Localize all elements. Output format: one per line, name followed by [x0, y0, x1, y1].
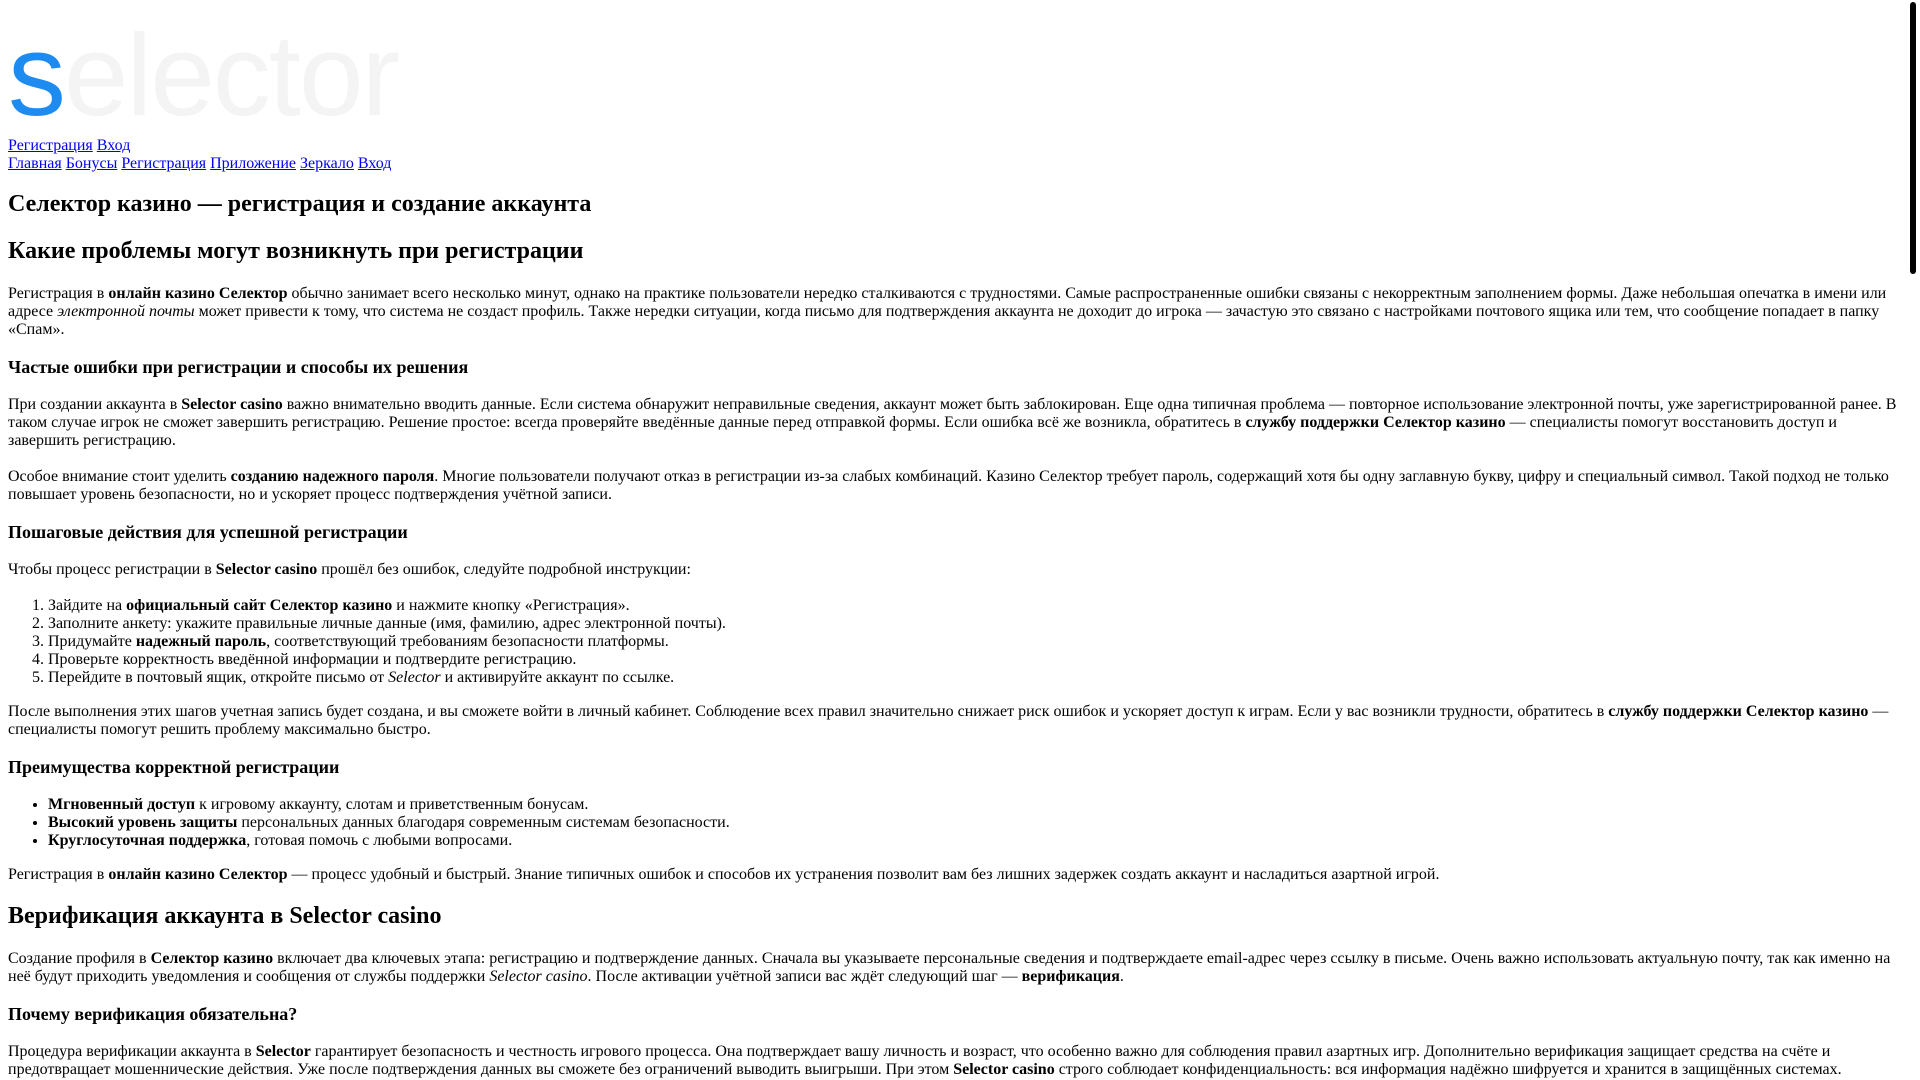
site-logo[interactable]: [8, 10, 399, 140]
list-item: [48, 814, 1904, 832]
italic-text: электронной почты: [57, 303, 195, 320]
logo-first-letter: s: [8, 10, 64, 140]
bold-text: Селектор казино: [150, 950, 274, 967]
list-item: [48, 633, 1904, 651]
text-run: Регистрация в: [8, 866, 109, 883]
text-run: , соответствующий требованиям безопасности платформы.: [266, 633, 669, 650]
steps-list: [8, 597, 1904, 687]
list-item: [48, 796, 1904, 814]
list-item: [48, 669, 1904, 687]
text-run: .: [1119, 968, 1124, 985]
section-heading-verification: Верификация аккаунта в Selector casino: [8, 903, 442, 929]
text-run: После выполнения этих шагов учетная запись будет создана, и вы сможете войти в личный кабинет. Соблюдение всех правил значительно снижает риск ошибок и ускоряет доступ к играм. Если у вас возникли трудности, обратитесь в: [8, 703, 1609, 720]
list-item: [48, 615, 1904, 633]
main-nav-login-link[interactable]: Вход: [357, 155, 392, 172]
bold-text: Высокий уровень защиты: [48, 814, 238, 831]
bold-text: службу поддержки Селектор казино: [1245, 414, 1506, 431]
bold-text: Selector casino: [953, 1061, 1055, 1078]
text-run: обычно занимает всего несколько минут, однако на практике пользователи нередко сталкиваются с трудностями. Самые распространенные ошибки связаны с некорректным заполнением формы. Даже небольшая опечатка в имени или адресе: [8, 285, 1887, 320]
text-run: важно внимательно вводить данные. Если система обнаружит неправильные сведения, аккаунт может быть заблокирован. Еще одна типичная проблема — повторное использование электронной почты, уже зарегистрированной ранее. В таком случае игрок не сможет завершить регистрацию. Решение простое: всегда проверяйте введённые данные перед отправкой формы. Если ошибка всё же возникла, обратитесь в: [8, 396, 1897, 431]
bold-text: созданию надежного пароля: [230, 468, 435, 485]
top-nav-register-link[interactable]: Регистрация: [8, 137, 93, 154]
advantages-list: [8, 796, 1904, 850]
text-run: . Многие пользователи получают отказ в регистрации из-за слабых комбинаций. Казино Селектор требует пароль, содержащий хотя бы одну заглавную букву, цифру и специальный символ. Такой подход не только повышает уровень безопасности, но и ускоряет процесс подтверждения учётной записи.: [8, 468, 1889, 503]
main-nav-bonuses-link[interactable]: Бонусы: [65, 155, 118, 172]
text-run: Заполните анкету: укажите правильные личные данные (имя, фамилию, адрес электронной почты).: [48, 615, 726, 632]
text-run: Чтобы процесс регистрации в: [8, 561, 216, 578]
paragraph-why-verification: [8, 1043, 1904, 1079]
bold-text: онлайн казино Селектор: [108, 285, 288, 302]
main-nav-home-link[interactable]: Главная: [8, 155, 62, 172]
article: [8, 190, 1904, 1080]
top-nav-login-link[interactable]: Вход: [96, 137, 131, 154]
text-run: — специалисты помогут восстановить доступ и завершить регистрацию.: [8, 414, 1837, 449]
bold-text: Selector: [255, 1043, 311, 1060]
bold-text: Круглосуточная поддержка: [48, 832, 247, 849]
subheading-steps: Пошаговые действия для успешной регистрации: [8, 522, 408, 542]
main-nav-app-link[interactable]: Приложение: [210, 155, 296, 172]
bold-text: онлайн казино Селектор: [108, 866, 288, 883]
text-run: — специалисты помогут решить проблему максимально быстро.: [8, 703, 1889, 738]
text-run: При создании аккаунта в: [8, 396, 182, 413]
text-run: Регистрация в: [8, 285, 109, 302]
paragraph-after-steps: [8, 703, 1904, 739]
main-nav: [8, 155, 391, 173]
text-run: прошёл без ошибок, следуйте подробной инструкции:: [317, 561, 691, 578]
bold-text: Selector casino: [215, 561, 318, 578]
scrollbar-thumb[interactable]: [1910, 2, 1916, 274]
text-run: Процедура верификации аккаунта в: [8, 1043, 256, 1060]
text-run: Проверьте корректность введённой информации и подтвердите регистрацию.: [48, 651, 577, 668]
text-run: гарантирует безопасность и честность игрового процесса. Она подтверждает вашу личность и возраст, что особенно важно для соблюдения правил азартных игр. Дополнительно верификация защищает средства на счёте и предотвращает мошеннические действия. Уже после подтверждения данных вы сможете без ограничений выводить выигрыши. При этом: [8, 1043, 1831, 1078]
bold-text: верификация: [1021, 968, 1120, 985]
text-run: персональных данных благодаря современным системам безопасности.: [237, 814, 730, 831]
page-title: Селектор казино — регистрация и создание аккаунта: [8, 191, 592, 217]
subheading-advantages: Преимущества корректной регистрации: [8, 757, 340, 777]
logo-rest-letters: elector: [64, 10, 399, 140]
italic-text: Selector casino: [489, 968, 588, 985]
list-item: [48, 832, 1904, 850]
text-run: Особое внимание стоит уделить: [8, 468, 231, 485]
text-run: и активируйте аккаунт по ссылке.: [440, 669, 675, 686]
text-run: к игровому аккаунту, слотам и приветственным бонусам.: [195, 796, 589, 813]
text-run: строго соблюдает конфиденциальность: вся информация надёжно шифруется и хранится в защищённых системах.: [1054, 1061, 1842, 1078]
paragraph-advantages-summary: [8, 866, 1904, 884]
text-run: и нажмите кнопку «Регистрация».: [392, 597, 630, 614]
subheading-errors: Частые ошибки при регистрации и способы их решения: [8, 357, 469, 377]
list-item: [48, 651, 1904, 669]
vertical-scrollbar[interactable]: [1905, 0, 1920, 1080]
text-run: может привести к тому, что система не создаст профиль. Также нередки ситуации, когда письмо для подтверждения аккаунта не доходит до игрока — зачастую это связано с настройками почтового ящика или тем, что сообщение попадает в папку «Спам».: [8, 303, 1880, 338]
italic-text: Selector: [388, 669, 441, 686]
text-run: Перейдите в почтовый ящик, откройте письмо от: [48, 669, 389, 686]
list-item: [48, 597, 1904, 615]
paragraph-errors: [8, 396, 1904, 450]
bold-text: Мгновенный доступ: [48, 796, 196, 813]
bold-text: надежный пароль: [135, 633, 267, 650]
subheading-why-verification: Почему верификация обязательна?: [8, 1004, 298, 1024]
text-run: . После активации учётной записи вас ждёт следующий шаг —: [587, 968, 1022, 985]
section-heading-problems: Какие проблемы могут возникнуть при регистрации: [8, 238, 584, 264]
text-run: включает два ключевых этапа: регистрацию и подтверждение данных. Сначала вы указываете персональные сведения и подтверждаете email-адрес через ссылку в письме. Очень важно использовать актуальную почту, так как именно на неё будут приходить уведомления и сообщения от службы поддержки: [8, 950, 1891, 985]
bold-text: службу поддержки Селектор казино: [1608, 703, 1869, 720]
paragraph-verification: [8, 950, 1904, 986]
top-nav: [8, 137, 130, 155]
paragraph-problems: [8, 285, 1904, 339]
bold-text: Selector casino: [181, 396, 283, 413]
text-run: — процесс удобный и быстрый. Знание типичных ошибок и способов их устранения позволит вам без лишних задержек создать аккаунт и насладиться азартной игрой.: [287, 866, 1440, 883]
bold-text: официальный сайт Селектор казино: [126, 597, 393, 614]
main-nav-mirror-link[interactable]: Зеркало: [300, 155, 354, 172]
paragraph-password: [8, 468, 1904, 504]
main-nav-register-link[interactable]: Регистрация: [121, 155, 207, 172]
text-run: Создание профиля в: [8, 950, 151, 967]
text-run: Придумайте: [48, 633, 136, 650]
paragraph-steps-intro: [8, 561, 1904, 579]
text-run: , готовая помочь с любыми вопросами.: [246, 832, 513, 849]
text-run: Зайдите на: [48, 597, 127, 614]
